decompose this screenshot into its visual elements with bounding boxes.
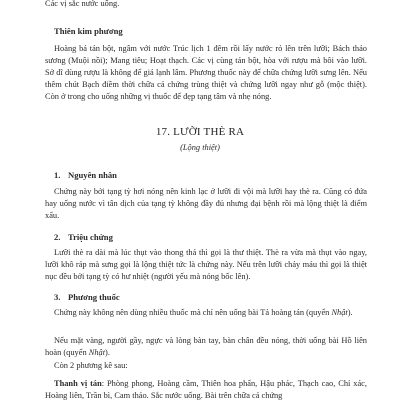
thien-kim-heading: Thiên kim phương: [54, 26, 123, 36]
section-3-paragraph-3: Còn 2 phương kê sau:: [54, 361, 128, 370]
formula-name: Thanh vị tán: [54, 379, 102, 388]
para-2-italic: Nhật: [88, 348, 106, 357]
para-2-text: Nếu mặt vàng, người gầy, ngực và lòng bàn tay, bàn chân đều nóng, thời uống bài Hồ liên hoàn (quyển: [45, 336, 367, 357]
section-3-paragraph-1: [45, 307, 367, 319]
top-fragment: Các vị sắc nước uống.: [45, 0, 120, 8]
section-1-heading: [54, 170, 117, 180]
para-1-italic: Nhật: [331, 308, 348, 317]
para-2-end: ).: [105, 348, 110, 357]
section-2-paragraph: Lưỡi thè ra dài mà lúc thụt vào thong thả thì gọi là thư thiệt. Thè ra vừa mà thụt vào ngay, lưỡi khô ráp mà sưng gọi là lộng thiệt tức là chứng này. Nếu trên lưỡi chảy máu thì gọi là thiệt nục đều bởi tạng tỳ có hư nhiệt (người yếu mà nóng bốc lên).: [45, 248, 367, 281]
section-3-number: 3.: [54, 292, 61, 302]
section-3-paragraph-4: [45, 378, 367, 402]
section-1-number: 1.: [54, 170, 61, 180]
para-1-text: Chứng này không nên dùng nhiều thuốc mà chỉ nên uống bài Tả hoàng tán (quyển: [54, 308, 332, 317]
section-2-heading: [54, 232, 113, 242]
thien-kim-paragraph: Hoàng bá tán bột, ngâm với nước Trúc lịch 1 đêm rồi lấy nước rỏ lên trên lưỡi; Bách thảo sương (Muội nồi); Mang tiêu; Hoạt thạch. Các vị cùng tán bột, hòa với rượu mà bôi vào lưỡi. Sở dĩ dùng rượu là không để giá lạnh lâm. Phương thuốc này để chữa chứng lưỡi sưng lên. Nếu thêm chút Bạch điềm thời chữa cả chứng trùng thiệt và chứng lưỡi ngay như gỗ (mộc thiệt). Còn ở trong cho uống những vị thuốc để đẹp tạng tâm và nhẹ nóng.: [45, 44, 367, 101]
section-2-number: 2.: [54, 232, 61, 242]
section-3-heading: [54, 292, 120, 302]
para-1-end: ).: [347, 308, 353, 317]
section-1-title: Nguyên nhân: [68, 170, 117, 180]
chapter-title: 17. LƯỠI THÈ RA: [155, 126, 245, 138]
section-3-paragraph-2: [45, 335, 367, 359]
formula-text: : Phòng phong, Hoàng cầm, Thiên hoa phấn, Hậu phác, Thạch cao, Chỉ xác, Hoàng liên, Trần bì, Cam thảo. Sắc nước uống. Bài trên chữa cả chứng: [45, 379, 367, 400]
chapter-subtitle: (Lộng thiệt): [180, 143, 220, 152]
section-3-title: Phương thuốc: [68, 292, 120, 302]
section-1-paragraph: Chứng này bởi tạng tỳ hơi nóng nên kinh lạc ở lưỡi đi vội mà lưỡi hay thè ra. Cũng có đứa hay uống nước vì tân dịch của tạng tỳ không đầy đủ nhưng đại bệnh rồi mà lộng thiệt là điểm xấu.: [45, 187, 367, 220]
section-2-title: Triệu chứng: [68, 232, 113, 242]
